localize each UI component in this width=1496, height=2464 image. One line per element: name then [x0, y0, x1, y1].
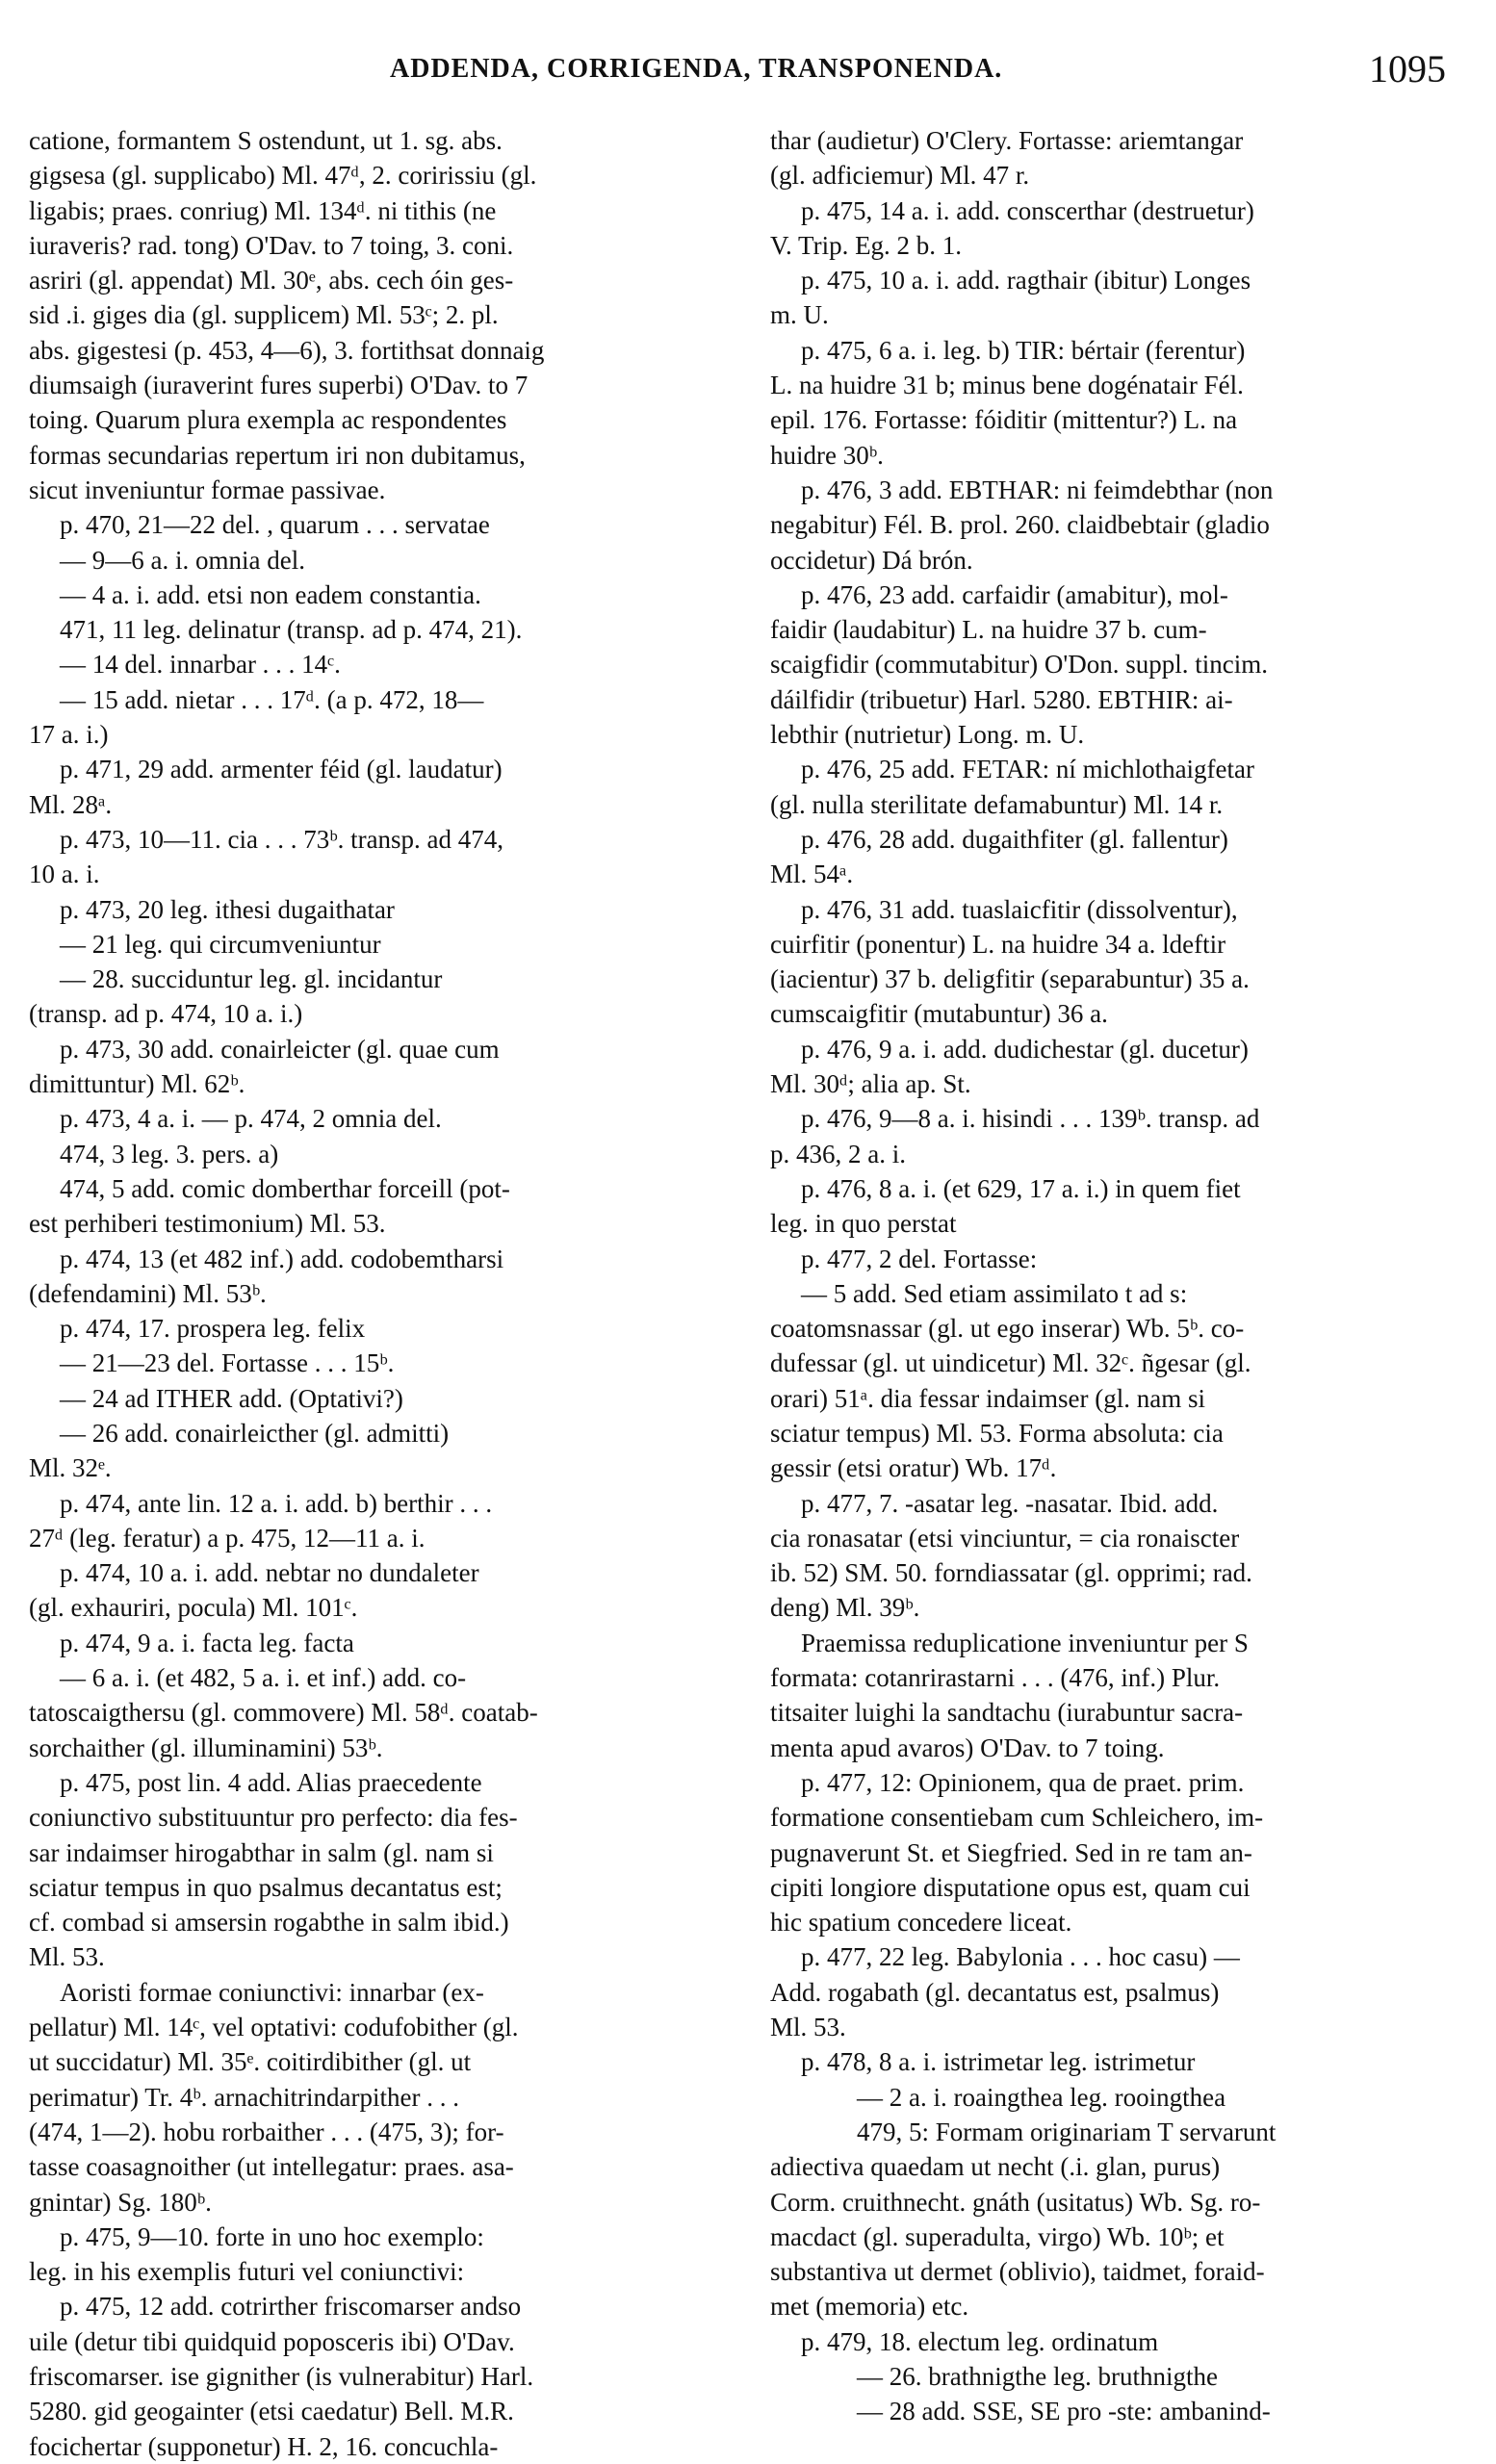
text-line: thar (audietur) O'Clery. Fortasse: ariemtangar [770, 126, 1244, 155]
text-line: p. 473, 20 leg. ithesi dugaithatar [60, 894, 395, 924]
text-line: titsaiter luighi la sandtachu (iurabuntur sacra- [770, 1698, 1244, 1728]
text-line: p. 476, 9—8 a. i. hisindi . . . 139ᵇ. transp. ad [801, 1104, 1260, 1134]
text-line: adiectiva quaedam ut necht (.i. glan, purus) [770, 2152, 1221, 2182]
text-line: dáilfidir (tribuetur) Harl. 5280. EBTHIR: ai- [770, 684, 1233, 714]
text-line: sorchaither (gl. illuminamini) 53ᵇ. [29, 1732, 383, 1762]
text-line: (gl. exhauriri, pocula) Ml. 101ᶜ. [29, 1593, 358, 1623]
text-line: Ml. 28ᵃ. [29, 789, 113, 819]
text-line: 474, 5 add. comic domberthar forceill (pot- [60, 1173, 510, 1203]
text-line: catione, formantem S ostendunt, ut 1. sg. abs. [29, 126, 503, 155]
text-line: p. 477, 2 del. Fortasse: [801, 1244, 1038, 1273]
text-line: p. 474, 9 a. i. facta leg. facta [60, 1628, 354, 1657]
text-line: formas secundarias repertum iri non dubitamus, [29, 440, 526, 470]
text-line: sciatur tempus) Ml. 53. Forma absoluta: cia [770, 1418, 1224, 1448]
text-line: friscomarser. ise gignither (is vulnerabitur) Harl. [29, 2362, 534, 2391]
text-line: m. U. [770, 300, 829, 330]
text-line: huidre 30ᵇ. [770, 440, 884, 470]
text-line: — 5 add. Sed etiam assimilato t ad s: [801, 1278, 1188, 1308]
text-line: macdact (gl. superadulta, virgo) Wb. 10ᵇ; et [770, 2221, 1225, 2251]
text-line: (defendamini) Ml. 53ᵇ. [29, 1278, 267, 1308]
text-line: ligabis; praes. conriug) Ml. 134ᵈ. ni tithis (ne [29, 195, 497, 225]
text-line: Ml. 30ᵈ; alia ap. St. [770, 1069, 971, 1099]
text-line: — 21 leg. qui circumveniuntur [60, 929, 381, 959]
text-line: cia ronasatar (etsi vinciuntur, = cia ronaiscter [770, 1523, 1240, 1553]
text-line: p. 475, post lin. 4 add. Alias praecedente [60, 1767, 482, 1797]
text-line: — 28. succiduntur leg. gl. incidantur [60, 964, 443, 994]
text-line: 27ᵈ (leg. feratur) a p. 475, 12—11 a. i. [29, 1523, 426, 1553]
text-line: faidir (laudabitur) L. na huidre 37 b. cum- [770, 615, 1207, 645]
text-line: — 4 a. i. add. etsi non eadem constantia. [60, 579, 481, 609]
text-line: pellatur) Ml. 14ᶜ, vel optativi: codufobither (gl. [29, 2013, 519, 2042]
text-line: p. 478, 8 a. i. istrimetar leg. istrimetur [801, 2047, 1196, 2077]
text-line: p. 474, 17. prospera leg. felix [60, 1314, 366, 1344]
text-line: (transp. ad p. 474, 10 a. i.) [29, 999, 303, 1029]
text-line: est perhiberi testimonium) Ml. 53. [29, 1209, 386, 1239]
text-line: coniunctivo substituuntur pro perfecto: dia fes- [29, 1803, 518, 1833]
text-line: ut succidatur) Ml. 35ᵉ. coitirdibither (gl. ut [29, 2047, 472, 2077]
text-line: p. 476, 23 add. carfaidir (amabitur), mol- [801, 579, 1228, 609]
text-line: — 6 a. i. (et 482, 5 a. i. et inf.) add. co- [60, 1663, 467, 1693]
text-line: diumsaigh (iuraverint fures superbi) O'Dav. to 7 [29, 371, 529, 400]
text-line: p. 477, 12: Opinionem, qua de praet. prim. [801, 1767, 1245, 1797]
text-line: Ml. 53. [29, 1942, 105, 1972]
text-line: formata: cotanrirastarni . . . (476, inf.) Plur. [770, 1663, 1221, 1693]
text-columns [29, 123, 1463, 2461]
text-line: p. 470, 21—22 del. , quarum . . . servatae [60, 510, 490, 540]
text-line: (474, 1—2). hobu rorbaither . . . (475, 3); for- [29, 2117, 504, 2146]
text-line: ib. 52) SM. 50. forndiassatar (gl. opprimi; rad. [770, 1558, 1252, 1588]
text-line: p. 476, 3 add. EBTHAR: ni feimdebthar (non [801, 475, 1274, 504]
text-line: — 14 del. innarbar . . . 14ᶜ. [60, 650, 341, 680]
text-line: gigsesa (gl. supplicabo) Ml. 47ᵈ, 2. coririssiu (gl. [29, 161, 537, 191]
text-line: — 15 add. nietar . . . 17ᵈ. (a p. 472, 18— [60, 684, 484, 714]
text-line: dimittuntur) Ml. 62ᵇ. [29, 1069, 245, 1099]
text-line: — 21—23 del. Fortasse . . . 15ᵇ. [60, 1348, 395, 1378]
text-line: gnintar) Sg. 180ᵇ. [29, 2187, 212, 2217]
text-line: met (memoria) etc. [770, 2292, 969, 2322]
text-line: — 28 add. SSE, SE pro -ste: ambanind- [857, 2397, 1271, 2426]
text-line: p. 476, 28 add. dugaithfiter (gl. fallentur) [801, 824, 1228, 854]
text-line: — 26 add. conairleicther (gl. admitti) [60, 1418, 450, 1448]
text-line: p. 473, 4 a. i. — p. 474, 2 omnia del. [60, 1104, 442, 1134]
text-line: coatomsnassar (gl. ut ego inserar) Wb. 5ᵇ. co- [770, 1314, 1245, 1344]
page-number: 1095 [1369, 47, 1446, 90]
text-line: Aoristi formae coniunctivi: innarbar (ex- [60, 1977, 484, 2007]
text-line: (iacientur) 37 b. deligfitir (separabuntur) 35 a. [770, 964, 1250, 994]
text-line: abs. gigestesi (p. 453, 4—6), 3. fortithsat donnaig [29, 335, 545, 365]
text-line: sid .i. giges dia (gl. supplicem) Ml. 53ᶜ; 2. pl. [29, 300, 499, 330]
text-line: p. 477, 7. -asatar leg. -nasatar. Ibid. add. [801, 1488, 1219, 1518]
text-line: Praemissa reduplicatione inveniuntur per S [801, 1628, 1249, 1657]
text-line: L. na huidre 31 b; minus bene dogénatair Fél. [770, 371, 1244, 400]
text-line: p. 476, 25 add. FETAR: ní michlothaigfetar [801, 755, 1255, 784]
text-line: tasse coasagnoither (ut intellegatur: praes. asa- [29, 2152, 514, 2182]
page-header [39, 46, 1463, 94]
text-line: p. 476, 9 a. i. add. dudichestar (gl. ducetur) [801, 1034, 1249, 1064]
text-line: p. 476, 31 add. tuaslaicfitir (dissolventur), [801, 894, 1238, 924]
text-line: Ml. 53. [770, 2013, 846, 2042]
text-line: p. 477, 22 leg. Babylonia . . . hoc casu) — [801, 1942, 1240, 1972]
text-line: deng) Ml. 39ᵇ. [770, 1593, 920, 1623]
text-line: p. 475, 14 a. i. add. conscerthar (destruetur) [801, 195, 1254, 225]
text-line: 10 a. i. [29, 860, 100, 889]
text-line: toing. Quarum plura exempla ac respondentes [29, 405, 507, 435]
text-line: 471, 11 leg. delinatur (transp. ad p. 474, 21). [60, 615, 523, 645]
text-line: negabitur) Fél. B. prol. 260. claidbebtair (gladio [770, 510, 1270, 540]
text-line: 17 a. i.) [29, 720, 109, 750]
text-line: — 2 a. i. roaingthea leg. rooingthea [857, 2082, 1226, 2112]
text-line: p. 475, 12 add. cotrirther friscomarser andso [60, 2292, 522, 2322]
text-line: gessir (etsi oratur) Wb. 17ᵈ. [770, 1453, 1057, 1483]
text-line: Corm. cruithnecht. gnáth (usitatus) Wb. Sg. ro- [770, 2187, 1261, 2217]
text-line: (gl. adficiemur) Ml. 47 r. [770, 161, 1030, 191]
text-line: cf. combad si amsersin rogabthe in salm ibid.) [29, 1908, 509, 1938]
text-line: sciatur tempus in quo psalmus decantatus est; [29, 1872, 503, 1902]
text-line: p. 473, 30 add. conairleicter (gl. quae cum [60, 1034, 500, 1064]
text-line: lebthir (nutrietur) Long. m. U. [770, 720, 1085, 750]
text-line: p. 475, 9—10. forte in uno hoc exemplo: [60, 2221, 484, 2251]
text-line: 479, 5: Formam originariam T servarunt [857, 2117, 1277, 2146]
text-line: dufessar (gl. ut uindicetur) Ml. 32ᶜ. ñgesar (gl. [770, 1348, 1251, 1378]
text-line: sar indaimser hirogabthar in salm (gl. nam si [29, 1837, 494, 1867]
text-line: p. 474, 13 (et 482 inf.) add. codobemtharsi [60, 1244, 504, 1273]
text-line: formatione consentiebam cum Schleichero, im- [770, 1803, 1264, 1833]
text-line: — 26. brathnigthe leg. bruthnigthe [857, 2362, 1218, 2391]
text-line: menta apud avaros) O'Dav. to 7 toing. [770, 1732, 1165, 1762]
text-line: focichertar (supponetur) H. 2, 16. concuchla- [29, 2431, 499, 2461]
text-line: — 24 ad ITHER add. (Optativi?) [60, 1383, 403, 1413]
text-line: uile (detur tibi quidquid poposceris ibi) O'Dav. [29, 2326, 515, 2356]
text-line: p. 474, 10 a. i. add. nebtar no dundaleter [60, 1558, 479, 1588]
text-line: cuirfitir (ponentur) L. na huidre 34 a. ldeftir [770, 929, 1226, 959]
text-line: leg. in quo perstat [770, 1209, 957, 1239]
text-line: (gl. nulla sterilitate defamabuntur) Ml. 14 r. [770, 789, 1224, 819]
text-line: Ml. 32ᵉ. [29, 1453, 112, 1483]
text-line: 5280. gid geogainter (etsi caedatur) Bell. M.R. [29, 2397, 514, 2426]
text-line: cipiti longiore disputatione opus est, quam cui [770, 1872, 1251, 1902]
text-line: substantiva ut dermet (oblivio), taidmet, foraid- [770, 2257, 1265, 2287]
text-line: p. 471, 29 add. armenter féid (gl. laudatur) [60, 755, 503, 784]
text-line: 474, 3 leg. 3. pers. a) [60, 1139, 279, 1168]
text-line: cumscaigfitir (mutabuntur) 36 a. [770, 999, 1108, 1029]
text-line: Ml. 54ᵃ. [770, 860, 854, 889]
text-line: p. 436, 2 a. i. [770, 1139, 906, 1168]
text-line: p. 474, ante lin. 12 a. i. add. b) berthir . . . [60, 1488, 493, 1518]
right-column [770, 123, 1463, 2426]
text-line: perimatur) Tr. 4ᵇ. arnachitrindarpither . . . [29, 2082, 460, 2112]
text-line: scaigfidir (commutabitur) O'Don. suppl. tincim. [770, 650, 1269, 680]
text-line: Add. rogabath (gl. decantatus est, psalmus) [770, 1977, 1220, 2007]
text-line: orari) 51ᵃ. dia fessar indaimser (gl. nam si [770, 1383, 1205, 1413]
text-line: epil. 176. Fortasse: fóiditir (mittentur?) L. na [770, 405, 1238, 435]
text-line: iuraveris? rad. tong) O'Dav. to 7 toing, 3. coni. [29, 230, 514, 260]
text-line: p. 479, 18. electum leg. ordinatum [801, 2326, 1159, 2356]
text-line: p. 475, 6 a. i. leg. b) TIR: bértair (ferentur) [801, 335, 1246, 365]
text-line: V. Trip. Eg. 2 b. 1. [770, 230, 963, 260]
text-line: occidetur) Dá brón. [770, 545, 973, 575]
text-line: hic spatium concedere liceat. [770, 1908, 1072, 1938]
text-line: leg. in his exemplis futuri vel coniunctivi: [29, 2257, 465, 2287]
text-line: tatoscaigthersu (gl. commovere) Ml. 58ᵈ. coatab- [29, 1698, 538, 1728]
text-line: — 9—6 a. i. omnia del. [60, 545, 305, 575]
left-column [29, 123, 722, 2461]
text-line: sicut inveniuntur formae passivae. [29, 475, 386, 504]
text-line: p. 476, 8 a. i. (et 629, 17 a. i.) in quem fiet [801, 1173, 1241, 1203]
running-title: ADDENDA, CORRIGENDA, TRANSPONENDA. [390, 54, 1003, 84]
text-line: p. 475, 10 a. i. add. ragthair (ibitur) Longes [801, 266, 1251, 295]
text-line: asriri (gl. appendat) Ml. 30ᵉ, abs. cech óin ges- [29, 266, 514, 295]
text-line: p. 473, 10—11. cia . . . 73ᵇ. transp. ad 474, [60, 824, 504, 854]
text-line: pugnaverunt St. et Siegfried. Sed in re tam an- [770, 1837, 1252, 1867]
